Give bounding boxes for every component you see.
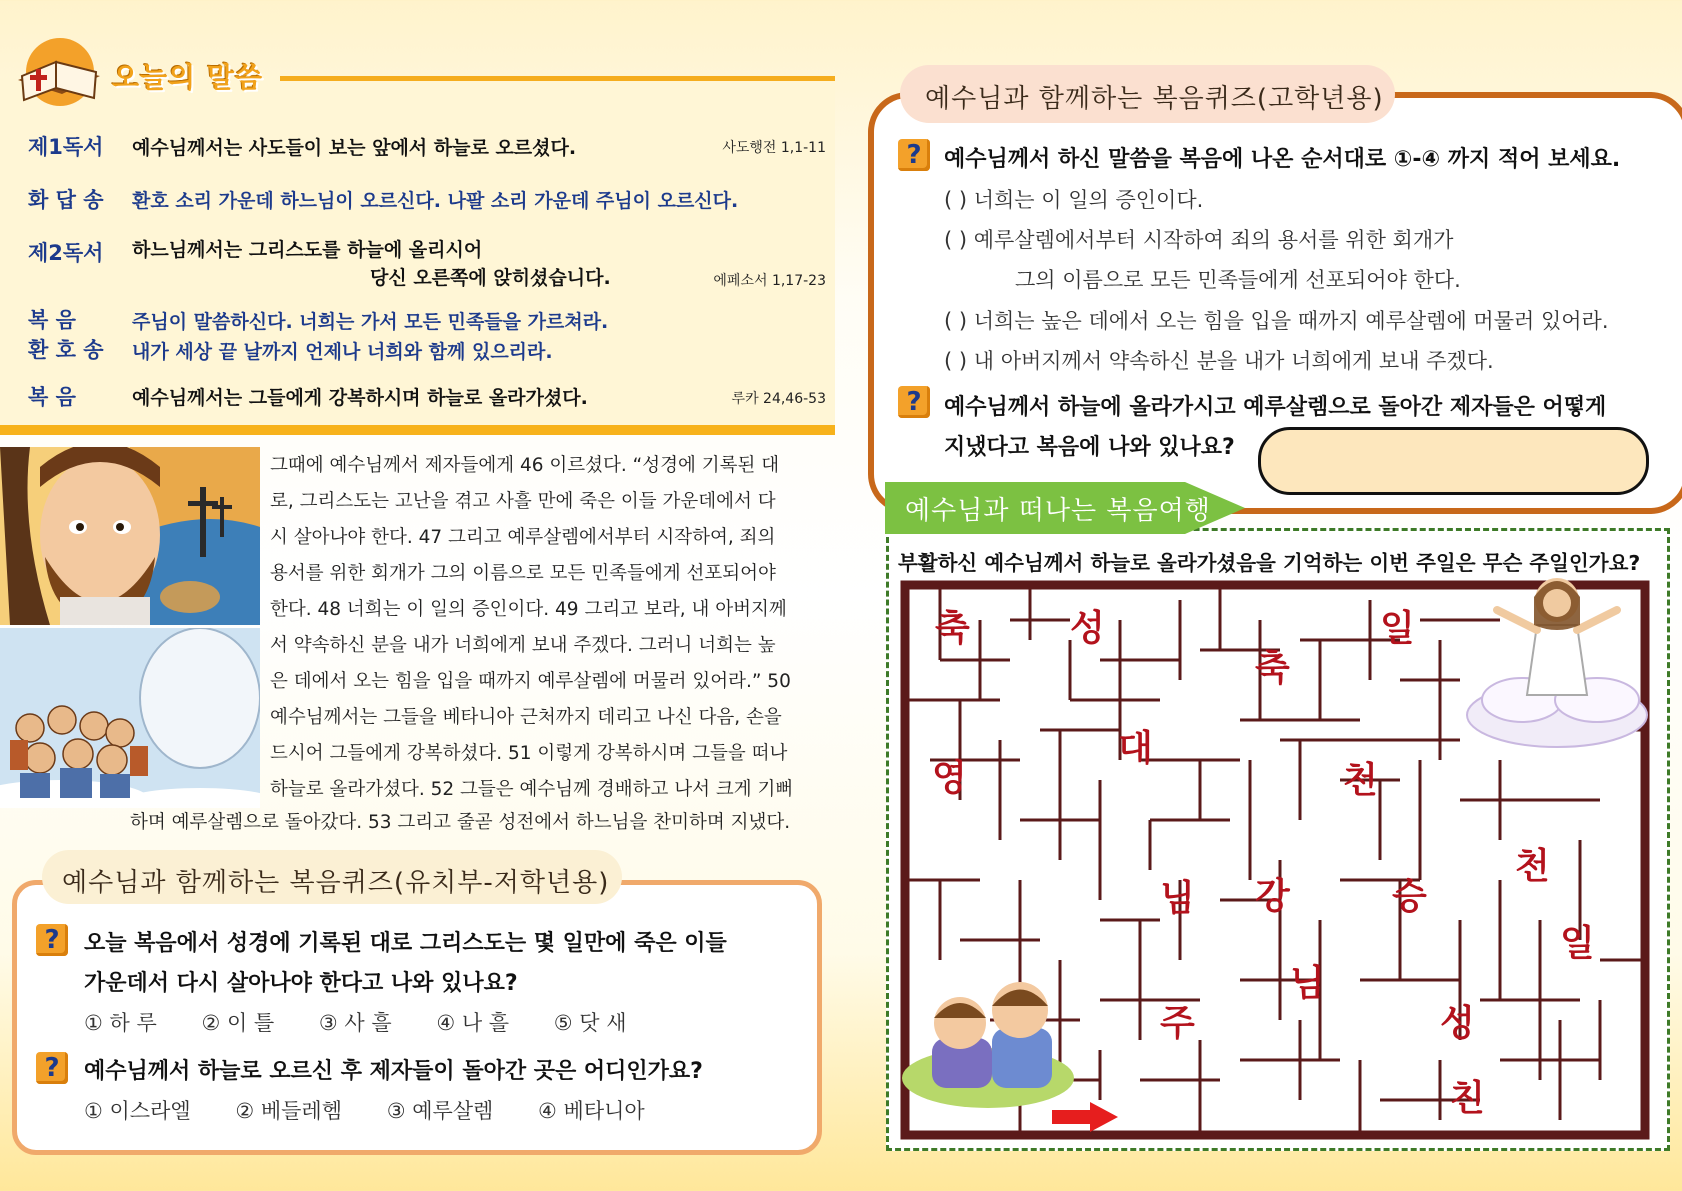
option-1[interactable]: ① 이스라엘 [84, 1099, 191, 1123]
reading-text-alleluia-2: 내가 세상 끝 날까지 언제나 너희와 함께 있으리라. [132, 341, 553, 363]
question-icon: ? [898, 139, 930, 171]
reading-text-psalm: 환호 소리 가운데 하느님이 오르신다. 나팔 소리 가운데 주님이 오르신다. [132, 190, 739, 212]
maze-letter: 천 [1515, 846, 1550, 887]
maze-letter: 님 [1290, 963, 1325, 1004]
gospel-line: 예수님께서는 그들을 베타니아 근처까지 데리고 나신 다음, 손을 [270, 707, 782, 728]
answer-field[interactable] [1258, 427, 1649, 495]
maze-letter: 주 [1160, 1003, 1195, 1044]
quiz-young-q1-line2: 가운데서 다시 살아나야 한다고 나와 있나요? [84, 971, 518, 996]
gospel-line: 한다. 48 너희는 이 일의 증인이다. 49 그리고 보라, 내 아버지께 [270, 599, 787, 620]
reading-label-alleluia-2: 환 호 송 [28, 338, 104, 362]
title-underline [280, 76, 835, 81]
maze-letter: 승 [1392, 876, 1427, 917]
ascending-jesus-illustration [1462, 565, 1652, 755]
maze-letter: 대 [1118, 728, 1153, 769]
reading-text-alleluia: 주님이 말씀하신다. 너희는 가서 모든 민족들을 가르쳐라. [132, 311, 609, 333]
option-2[interactable]: ② 베들레헴 [235, 1099, 342, 1123]
maze-letter: 친 [1450, 1078, 1485, 1119]
jesus-illustration [0, 447, 260, 625]
quiz-young-q1-options [84, 1007, 665, 1037]
gospel-last-line: 하며 예루살렘으로 돌아갔다. 53 그리고 줄곧 성전에서 하느님을 찬미하며 지냈다. [130, 812, 791, 833]
option-5[interactable]: ⑤ 닷 새 [553, 1011, 627, 1035]
maze-letter: 천 [1343, 760, 1378, 801]
quiz-old-q2-line1: 예수님께서 하늘에 올라가시고 예루살렘으로 돌아간 제자들은 어떻게 [944, 395, 1607, 420]
today-word-title: 오늘의 말씀 [112, 61, 263, 94]
gospel-line: 하늘로 올라가셨다. 52 그들은 예수님께 경배하고 나서 크게 기뻐 [270, 779, 794, 800]
option-1[interactable]: ① 하 루 [84, 1011, 157, 1035]
reading-text-second: 하느님께서는 그리스도를 하늘에 올리시어 [132, 239, 483, 261]
quiz-young-q2-options [84, 1095, 683, 1125]
question-icon: ? [36, 1052, 68, 1084]
reading-text-second-2: 당신 오른쪽에 앉히셨습니다. [370, 267, 611, 289]
option-3[interactable]: ③ 사 흘 [318, 1011, 392, 1035]
reading-text-first: 예수님께서는 사도들이 보는 앞에서 하늘로 오르셨다. [132, 137, 577, 159]
order-item-3[interactable]: ( ) 너희는 높은 데에서 오는 힘을 입을 때까지 예루살렘에 머물러 있어라. [944, 309, 1609, 333]
maze-letter: 강 [1255, 876, 1290, 917]
maze-title: 예수님과 떠나는 복음여행 [905, 496, 1211, 526]
maze-letter: 님 [1160, 878, 1195, 919]
disciples-illustration [0, 628, 260, 808]
quiz-young-q1-line1: 오늘 복음에서 성경에 기록된 대로 그리스도는 몇 일만에 죽은 이들 [84, 931, 727, 956]
order-item-2-cont: 그의 이름으로 모든 민족들에게 선포되어야 한다. [1015, 268, 1461, 292]
gospel-line: 용서를 위한 회개가 그의 이름으로 모든 민족들에게 선포되어야 [270, 563, 776, 584]
maze-question: 부활하신 예수님께서 하늘로 올라가셨음을 기억하는 이번 주일은 무슨 주일인가요? [898, 551, 1641, 575]
bible-icon [10, 36, 106, 114]
reading-label-first: 제1독서 [28, 135, 104, 159]
maze-letter: 축 [935, 608, 970, 649]
reading-label-gospel: 복 음 [28, 385, 76, 409]
order-item-4[interactable]: ( ) 내 아버지께서 약속하신 분을 내가 너희에게 보내 주겠다. [944, 349, 1494, 373]
option-2[interactable]: ② 이 틀 [201, 1011, 275, 1035]
reading-label-alleluia: 복 음 [28, 308, 76, 332]
maze-letter: 영 [932, 758, 967, 799]
option-4[interactable]: ④ 나 흘 [436, 1011, 510, 1035]
quiz-old-q1: 예수님께서 하신 말씀을 복음에 나온 순서대로 ①-④ 까지 적어 보세요. [944, 147, 1621, 172]
order-item-2[interactable]: ( ) 예루살렘에서부터 시작하여 죄의 용서를 위한 회개가 [944, 228, 1454, 252]
question-icon: ? [898, 386, 930, 418]
gospel-line: 시 살아나야 한다. 47 그리고 예루살렘에서부터 시작하여, 죄의 [270, 527, 776, 548]
option-4[interactable]: ④ 베타니아 [538, 1099, 645, 1123]
reading-label-psalm: 화 답 송 [28, 188, 104, 212]
reading-ref-first: 사도행전 1,1-11 [722, 140, 826, 156]
quiz-old-q2-line2: 지냈다고 복음에 나와 있나요? [944, 435, 1235, 460]
maze-letter: 성 [1440, 1003, 1475, 1044]
children-illustration [902, 968, 1074, 1110]
start-arrow-icon [1050, 1100, 1120, 1134]
gospel-line: 은 데에서 오는 힘을 입을 때까지 예루살렘에 머물러 있어라.” 50 [270, 671, 791, 692]
quiz-young-q2: 예수님께서 하늘로 오르신 후 제자들이 돌아간 곳은 어디인가요? [84, 1059, 703, 1084]
gospel-passage [270, 448, 836, 808]
maze-letter: 일 [1380, 608, 1415, 649]
quiz-young-title: 예수님과 함께하는 복음퀴즈(유치부-저학년용) [62, 868, 610, 898]
gospel-line: 그때에 예수님께서 제자들에게 46 이르셨다. “성경에 기록된 대 [270, 455, 780, 476]
reading-ref-gospel: 루카 24,46-53 [731, 391, 826, 407]
gospel-line: 드시어 그들에게 강복하셨다. 51 이렇게 강복하시며 그들을 떠나 [270, 743, 788, 764]
reading-ref-second: 에페소서 1,17-23 [713, 273, 826, 289]
reading-text-gospel: 예수님께서는 그들에게 강복하시며 하늘로 올라가셨다. [132, 387, 588, 409]
maze-letter: 축 [1255, 648, 1290, 689]
reading-label-second: 제2독서 [28, 241, 104, 265]
maze-letter: 성 [1070, 608, 1105, 649]
panel-divider [0, 425, 835, 435]
gospel-line: 로, 그리스도는 고난을 겪고 사흘 만에 죽은 이들 가운데에서 다 [270, 491, 776, 512]
quiz-old-title: 예수님과 함께하는 복음퀴즈(고학년용) [925, 84, 1384, 114]
gospel-line: 서 약속하신 분을 내가 너희에게 보내 주겠다. 그러니 너희는 높 [270, 635, 776, 656]
order-item-1[interactable]: ( ) 너희는 이 일의 증인이다. [944, 188, 1204, 212]
maze-letter: 일 [1560, 923, 1595, 964]
option-3[interactable]: ③ 예루살렘 [386, 1099, 494, 1123]
question-icon: ? [36, 924, 68, 956]
